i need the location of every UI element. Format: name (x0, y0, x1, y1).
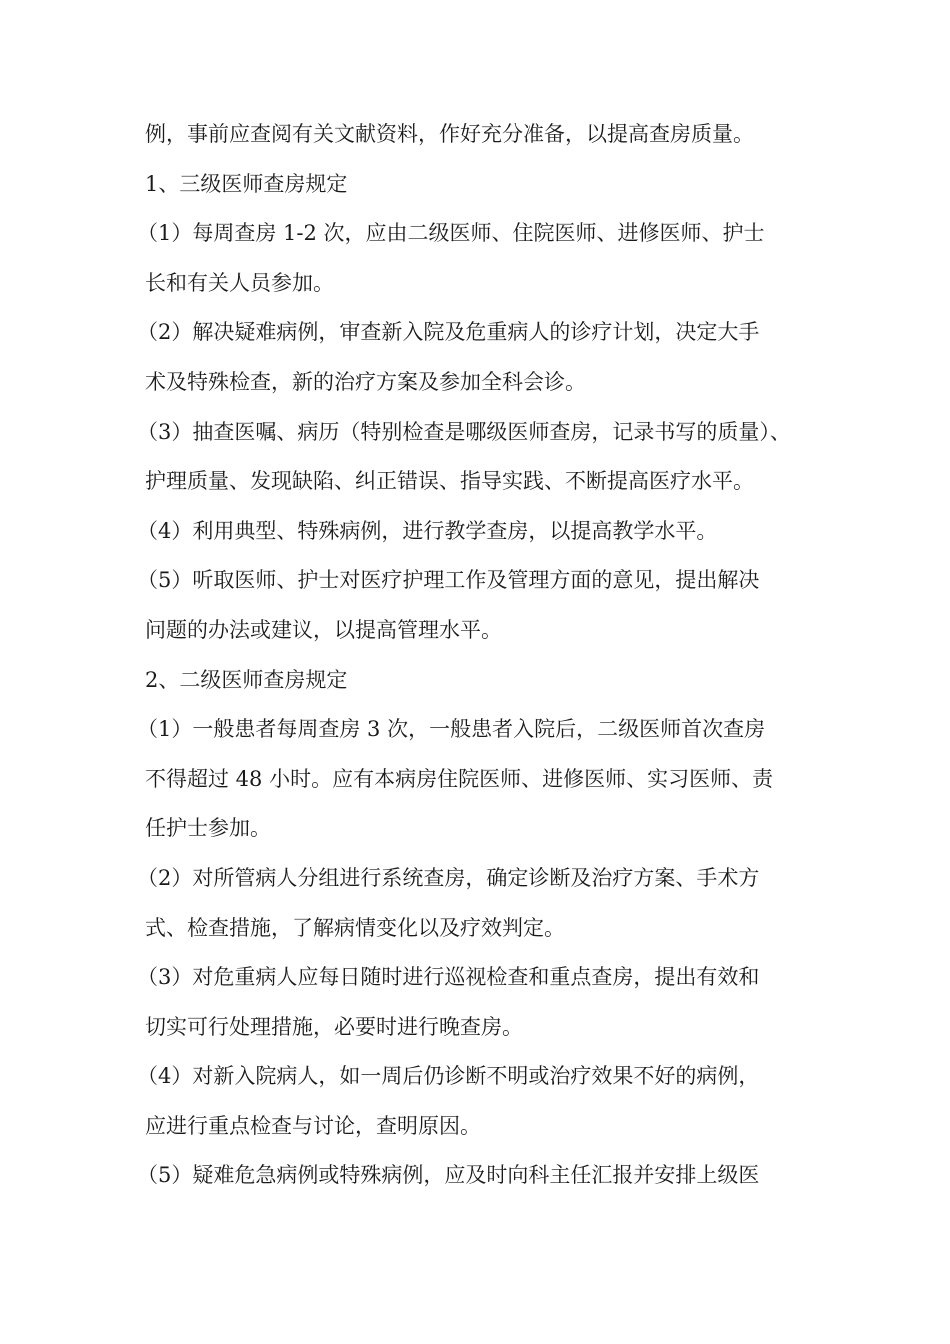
text-line: （5）疑难危急病例或特殊病例，应及时向科主任汇报并安排上级医 (137, 1163, 760, 1188)
text-line: （4）对新入院病人，如一周后仍诊断不明或治疗效果不好的病例， (137, 1064, 760, 1089)
text-line: 问题的办法或建议，以提高管理水平。 (145, 617, 502, 642)
text-line: 护理质量、发现缺陷、纠正错误、指导实践、不断提高医疗水平。 (145, 469, 754, 494)
text-line: （3）抽查医嘱、病历（特别检查是哪级医师查房，记录书写的质量）、 (137, 419, 791, 444)
text-line: 式、检查措施，了解病情变化以及疗效判定。 (145, 915, 565, 940)
text-line: （1）每周查房 1-2 次，应由二级医师、住院医师、进修医师、护士 (137, 221, 765, 246)
section-heading: 2、二级医师查房规定 (145, 667, 348, 692)
text-line: （4）利用典型、特殊病例，进行教学查房，以提高教学水平。 (137, 518, 718, 543)
text-line: （3）对危重病人应每日随时进行巡视检查和重点查房，提出有效和 (137, 965, 760, 990)
text-line: （2）解决疑难病例，审查新入院及危重病人的诊疗计划，决定大手 (137, 320, 760, 345)
document-body (137, 110, 810, 1201)
text-line: 应进行重点检查与讨论，查明原因。 (145, 1113, 481, 1138)
section-heading: 1、三级医师查房规定 (145, 171, 348, 196)
text-line: 任护士参加。 (145, 816, 271, 841)
text-line: （5）听取医师、护士对医疗护理工作及管理方面的意见，提出解决 (137, 568, 760, 593)
text-line: （1）一般患者每周查房 3 次，一般患者入院后，二级医师首次查房 (137, 717, 766, 742)
text-line: 不得超过 48 小时。应有本病房住院医师、进修医师、实习医师、责 (145, 766, 774, 791)
text-line: 例，事前应查阅有关文献资料，作好充分准备，以提高查房质量。 (145, 122, 754, 146)
text-line: （2）对所管病人分组进行系统查房，确定诊断及治疗方案、手术方 (137, 865, 760, 890)
text-line: 长和有关人员参加。 (145, 270, 334, 295)
text-line: 术及特殊检查，新的治疗方案及参加全科会诊。 (145, 369, 586, 394)
text-line: 切实可行处理措施，必要时进行晚查房。 (145, 1014, 523, 1039)
